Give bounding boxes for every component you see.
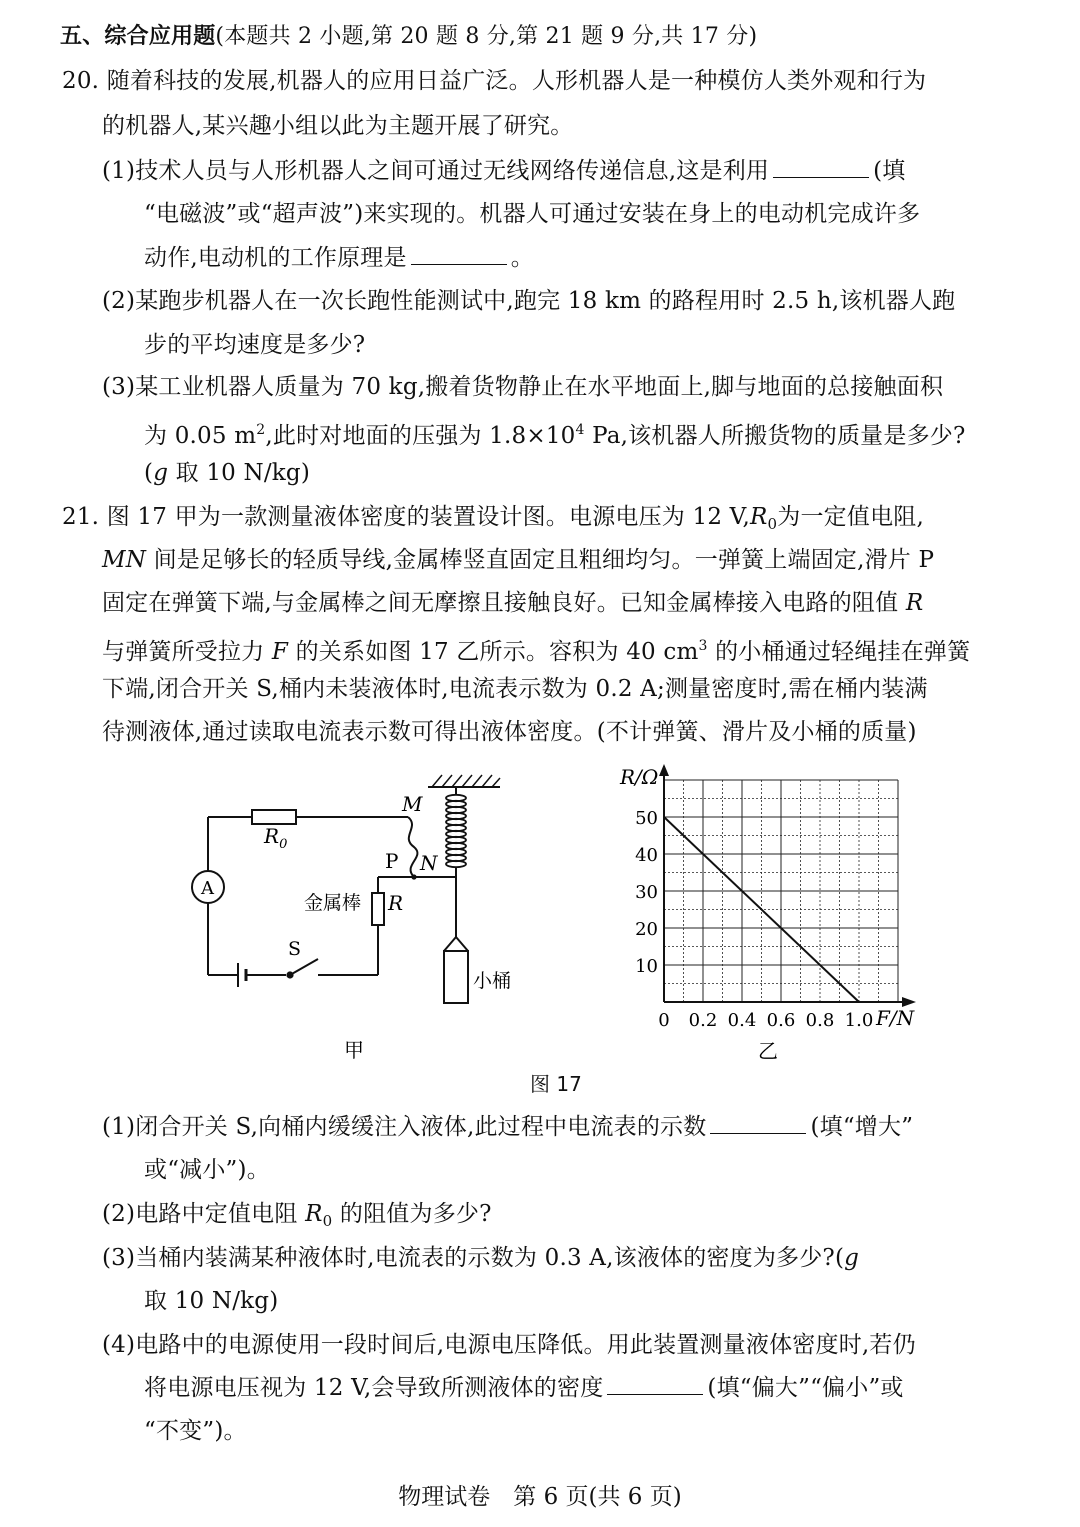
q20-part3-line3: (g 取 10 N/kg) xyxy=(144,460,311,486)
y-tick-label: 10 xyxy=(635,956,658,977)
page-footer: 物理试卷 第 6 页(共 6 页) xyxy=(398,1484,682,1510)
label-r: R xyxy=(388,891,404,915)
q21-part4-line2: 将电源电压视为 12 V,会导致所测液体的密度 (填“偏大”“偏小”或 xyxy=(144,1375,904,1401)
y-axis-arrow xyxy=(659,764,669,776)
section-note: (本题共 2 小题,第 20 题 8 分,第 21 题 9 分,共 17 分) xyxy=(215,24,758,49)
q21-part3-line2: 取 10 N/kg) xyxy=(144,1288,279,1314)
label-metal-rod: 金属棒 xyxy=(304,892,362,914)
x-tick-label: 0.6 xyxy=(766,1010,796,1031)
y-tick-label: 30 xyxy=(635,882,658,903)
label-r0: $R_0$ xyxy=(264,824,288,852)
q21-part3-line1: (3)当桶内装满某种液体时,电流表的示数为 0.3 A,该液体的密度为多少?(g xyxy=(102,1245,860,1271)
q21-stem-line2: MN 间是足够长的轻质导线,金属棒竖直固定且粗细均匀。一弹簧上端固定,滑片 P xyxy=(102,547,935,573)
q20-stem-line1: 20. 随着科技的发展,机器人的应用日益广泛。人形机器人是一种模仿人类外观和行为 xyxy=(62,68,927,94)
chart-ticks xyxy=(635,808,873,1031)
x-tick-label: 1.0 xyxy=(844,1010,874,1031)
r-f-chart xyxy=(600,758,940,1078)
q20-part1-line1: (1)技术人员与人形机器人之间可通过无线网络传递信息,这是利用 (填 xyxy=(102,158,906,184)
x-axis-label: F/N xyxy=(876,1006,915,1030)
label-p: P xyxy=(385,849,399,873)
metal-rod xyxy=(372,893,384,925)
x-tick-label: 0 xyxy=(658,1010,670,1031)
answer-blank[interactable] xyxy=(773,157,869,178)
q21-stem-line4: 与弹簧所受拉力 F 的关系如图 17 乙所示。容积为 40 $cm^3$ 的小桶通过轻绳挂在弹簧 xyxy=(102,638,971,665)
q21-stem-line1: 21. 图 17 甲为一款测量液体密度的装置设计图。电源电压为 12 $V,R_0$为一定值电阻, xyxy=(62,504,924,533)
q20-part3-line1: (3)某工业机器人质量为 70 kg,搬着货物静止在水平地面上,脚与地面的总接触面积 xyxy=(102,374,944,400)
q21-number: 21. xyxy=(62,504,100,530)
q20-number: 20. xyxy=(62,68,100,94)
spring xyxy=(446,795,466,867)
q21-stem-line6: 待测液体,通过读取电流表示数可得出液体密度。(不计弹簧、滑片及小桶的质量) xyxy=(102,719,917,745)
q20-part1-line2: “电磁波”或“超声波”)来实现的。机器人可通过安装在身上的电动机完成许多 xyxy=(144,201,921,227)
label-jia: 甲 xyxy=(344,1038,364,1062)
answer-blank[interactable] xyxy=(710,1113,806,1134)
chart-axes xyxy=(659,764,916,1007)
section-title: 五、综合应用题 xyxy=(60,24,216,49)
y-tick-label: 50 xyxy=(635,808,658,829)
label-m: M xyxy=(402,792,423,816)
label-yi: 乙 xyxy=(758,1039,778,1063)
q20-part2-line2: 步的平均速度是多少? xyxy=(144,332,366,358)
answer-blank[interactable] xyxy=(607,1374,703,1395)
q21-stem-line3: 固定在弹簧下端,与金属棒之间无摩擦且接触良好。已知金属棒接入电路的阻值 R xyxy=(102,590,924,616)
q21-part4-line3: “不变”)。 xyxy=(144,1418,247,1444)
label-n: N xyxy=(420,851,438,875)
label-switch: S xyxy=(288,938,302,960)
switch-blade xyxy=(290,959,318,975)
q21-part4-line1: (4)电路中的电源使用一段时间后,电源电压降低。用此装置测量液体密度时,若仍 xyxy=(102,1332,916,1358)
y-tick-label: 20 xyxy=(635,919,658,940)
ceiling-hatch xyxy=(432,775,500,787)
label-bucket: 小桶 xyxy=(473,970,512,992)
bucket xyxy=(444,951,468,1003)
section-header xyxy=(60,22,757,52)
figure-caption: 图 17 xyxy=(530,1072,582,1096)
chart-grid xyxy=(664,780,898,1002)
y-axis-label: R/Ω xyxy=(620,765,659,789)
mn-wire xyxy=(408,817,417,877)
q20-part3-line2: 为 0.05 $m^2$,此时对地面的压强为 $1.8\times 10^4$ Pa,该机器人所搬货物的质量是多少? xyxy=(144,422,966,449)
resistor-r0 xyxy=(252,810,296,824)
q20-stem-line2: 的机器人,某兴趣小组以此为主题开展了研究。 xyxy=(102,113,574,139)
x-tick-label: 0.4 xyxy=(727,1010,757,1031)
answer-blank[interactable] xyxy=(411,244,507,265)
circuit-diagram xyxy=(180,765,520,1085)
q21-part2: (2)电路中定值电阻 $R_0$ 的阻值为多少? xyxy=(102,1201,492,1230)
slider-point xyxy=(411,874,416,879)
x-tick-label: 0.8 xyxy=(805,1010,835,1031)
q21-part1-line1: (1)闭合开关 S,向桶内缓缓注入液体,此过程中电流表的示数 (填“增大” xyxy=(102,1114,914,1140)
ammeter-label: A xyxy=(201,878,214,899)
q20-part1-line3: 动作,电动机的工作原理是 。 xyxy=(144,245,534,271)
y-tick-label: 40 xyxy=(635,845,658,866)
q21-stem-line5: 下端,闭合开关 S,桶内未装液体时,电流表示数为 0.2 A;测量密度时,需在桶内装满 xyxy=(102,676,928,702)
q20-part2-line1: (2)某跑步机器人在一次长跑性能测试中,跑完 18 km 的路程用时 2.5 h,该机器人跑 xyxy=(102,288,956,314)
q21-part1-line2: 或“减小”)。 xyxy=(144,1157,270,1183)
x-tick-label: 0.2 xyxy=(688,1010,718,1031)
